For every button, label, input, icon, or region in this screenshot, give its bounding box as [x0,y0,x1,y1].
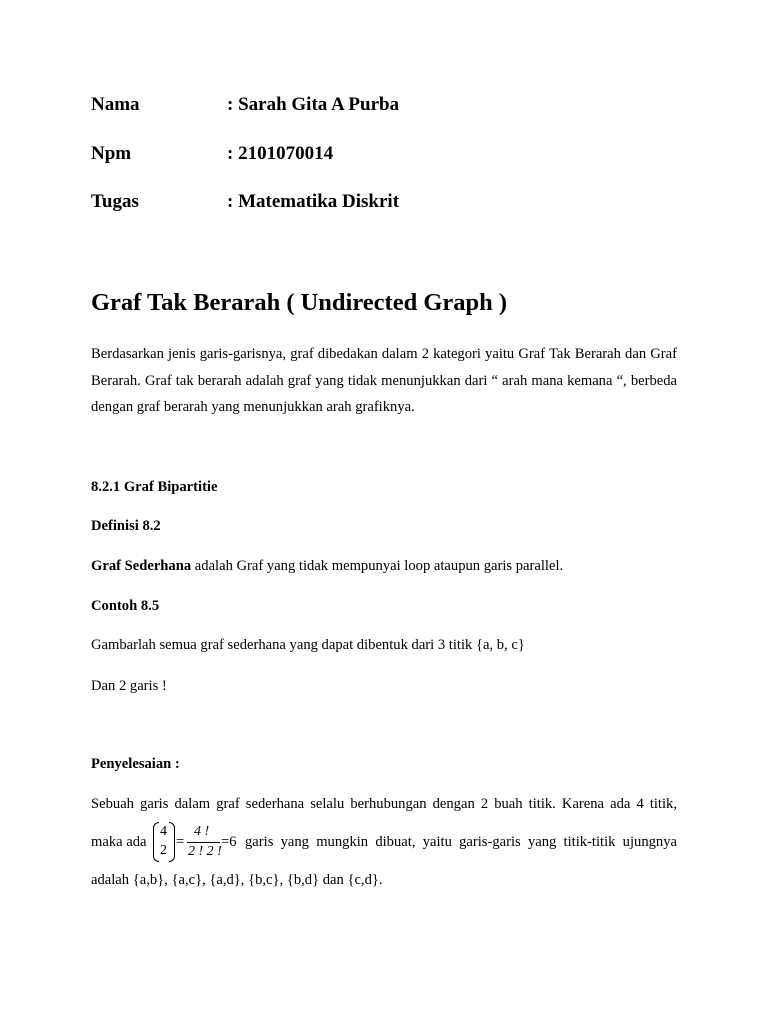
left-paren [153,822,159,862]
definition-term: Graf Sederhana [91,558,192,574]
info-label: Tugas [91,191,139,212]
fraction-numerator: 4 ! [194,824,210,839]
example-question-cont: Dan 2 garis ! [91,678,167,694]
definition-heading: Definisi 8.2 [91,518,161,534]
info-label: Nama [91,94,140,115]
page-title: Graf Tak Berarah ( Undirected Graph ) [91,289,508,316]
math-result: =6 [221,834,237,850]
solution-text: Sebuah garis dalam graf sederhana selalu berhubungan dengan 2 buah titik. Karena ada 4 titik, [91,796,677,812]
info-label: Npm [91,143,132,164]
math-equals: = [176,834,185,850]
fraction [187,822,221,862]
example-question: Gambarlah semua graf sederhana yang dapat dibentuk dari 3 titik {a, b, c} [91,637,525,653]
solution-edges: adalah {a,b}, {a,c}, {a,d}, {b,c}, {b,d} dan {c,d}. [91,872,383,888]
fraction-denominator: 2 ! 2 ! [188,844,222,859]
example-heading: Contoh 8.5 [91,598,160,614]
solution-heading: Penyelesaian : [91,756,180,772]
binomial-coefficient [153,822,175,862]
right-paren [169,822,175,862]
math-suffix: garis yang mungkin dibuat, yaitu garis-garis yang titik-titik ujungnya [245,834,677,850]
info-value: : Sarah Gita A Purba [227,94,400,115]
solution-math-line [91,820,677,864]
info-value: : Matematika Diskrit [227,191,400,212]
binom-bottom: 2 [160,843,167,858]
info-value: : 2101070014 [227,143,334,164]
definition-text [91,556,563,576]
section-heading: 8.2.1 Graf Bipartitie [91,479,218,495]
intro-paragraph: Berdasarkan jenis garis-garisnya, graf dibedakan dalam 2 kategori yaitu Graf Tak Berarah dan Graf Berarah. Graf tak berarah adalah graf yang tidak menunjukkan dari “ arah mana kemana “, berbeda dengan graf berarah yang menunjukkan arah grafiknya. [91,346,677,415]
math-prefix: maka ada [91,834,147,850]
binom-top: 4 [160,824,167,839]
definition-body: adalah Graf yang tidak mempunyai loop ataupun garis parallel. [191,558,564,574]
